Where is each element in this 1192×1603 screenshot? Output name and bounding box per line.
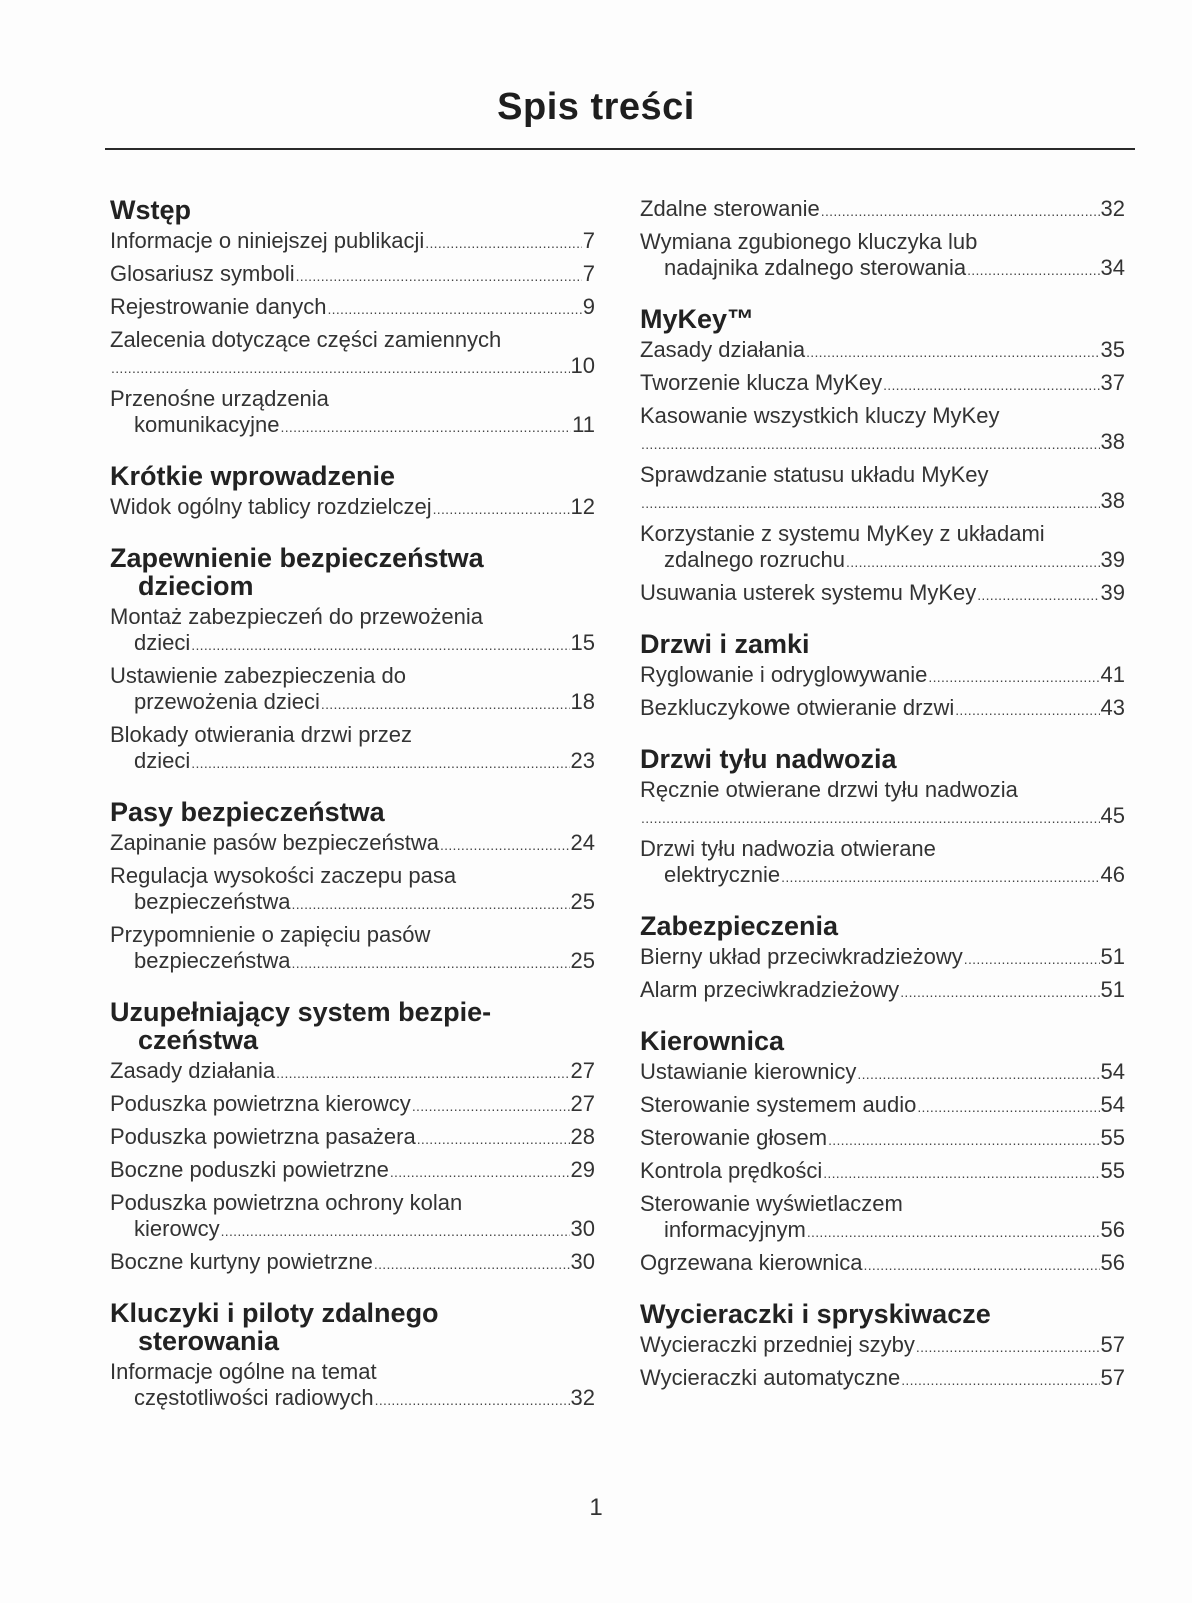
toc-entry-line xyxy=(640,1250,1125,1278)
page-number: 1 xyxy=(589,1494,603,1521)
toc-left-column xyxy=(110,196,595,1435)
toc-entry-text: Sterowanie wyświetlaczem xyxy=(640,1191,903,1216)
section-title-text: Zabezpieczenia xyxy=(640,911,839,941)
toc-page-number: 30 xyxy=(570,1216,595,1241)
toc-entry-text: Przypomnienie o zapięciu pasów xyxy=(110,922,431,947)
toc-entry-line xyxy=(110,294,595,322)
toc-page-number: 34 xyxy=(1100,255,1125,280)
toc-page-number: 54 xyxy=(1100,1092,1125,1117)
toc-entry-text-continued: dzieci xyxy=(134,748,191,773)
toc-page-number: 27 xyxy=(570,1058,595,1083)
section-title xyxy=(640,1300,1125,1328)
section-title-text: Kierownica xyxy=(640,1026,785,1056)
toc-entry-line xyxy=(640,1332,1125,1360)
toc-entry[interactable] xyxy=(640,521,1125,575)
dot-leader xyxy=(641,803,1100,831)
toc-entry[interactable] xyxy=(110,863,595,917)
toc-section xyxy=(640,196,1125,283)
toc-entry[interactable] xyxy=(110,1091,595,1119)
toc-entry-line xyxy=(640,977,1125,1005)
dot-leader xyxy=(864,1250,1100,1278)
toc-section xyxy=(640,1300,1125,1393)
toc-entry-text-continued: dzieci xyxy=(134,630,191,655)
section-title-continued: czeństwa xyxy=(138,1025,259,1055)
toc-page-number: 39 xyxy=(1100,547,1125,572)
toc-entry-line xyxy=(640,695,1125,723)
toc-page-number: 57 xyxy=(1100,1365,1125,1390)
toc-entry-line xyxy=(640,1059,1125,1087)
toc-page-number: 10 xyxy=(570,353,595,378)
toc-section xyxy=(640,305,1125,608)
toc-entry[interactable] xyxy=(640,403,1125,457)
toc-section xyxy=(110,998,595,1277)
dot-leader xyxy=(191,630,569,658)
toc-entry-text-continued: kierowcy xyxy=(134,1216,220,1241)
toc-entry-text: Sterowanie systemem audio xyxy=(640,1092,917,1117)
toc-entry-text: Poduszka powietrzna pasażera xyxy=(110,1124,416,1149)
toc-entry-text: Przenośne urządzenia xyxy=(110,386,329,411)
dot-leader xyxy=(928,662,1099,690)
section-title xyxy=(640,305,1125,333)
toc-entry-text: Boczne poduszki powietrzne xyxy=(110,1157,389,1182)
toc-entry[interactable] xyxy=(640,944,1125,972)
section-title-text: Wstęp xyxy=(110,195,191,225)
toc-entry-line xyxy=(640,803,1125,831)
dot-leader xyxy=(296,261,582,289)
toc-entry[interactable] xyxy=(110,294,595,322)
toc-entry[interactable] xyxy=(640,1191,1125,1245)
toc-page-number: 55 xyxy=(1100,1125,1125,1150)
toc-entry-line xyxy=(640,1125,1125,1153)
toc-entry[interactable] xyxy=(640,370,1125,398)
toc-entry-text: Glosariusz symboli xyxy=(110,261,295,286)
dot-leader xyxy=(916,1332,1100,1360)
toc-entry-line xyxy=(640,944,1125,972)
page-title: Spis treści xyxy=(497,86,695,128)
section-title-text: Drzwi tyłu nadwozia xyxy=(640,744,897,774)
toc-entry-text: Ustawianie kierownicy xyxy=(640,1059,857,1084)
dot-leader xyxy=(191,748,569,776)
dot-leader xyxy=(821,196,1100,224)
toc-entry-text: Kontrola prędkości xyxy=(640,1158,823,1183)
toc-entry[interactable] xyxy=(640,337,1125,365)
toc-page-number: 7 xyxy=(582,261,595,286)
toc-entry-line xyxy=(110,889,595,917)
toc-entry-line xyxy=(110,1249,595,1277)
toc-entry-text-continued: bezpieczeństwa xyxy=(134,948,291,973)
section-title xyxy=(640,1027,1125,1055)
toc-entry-text-continued: nadajnika zdalnego sterowania xyxy=(664,255,967,280)
toc-entry-text: Alarm przeciwkradzieżowy xyxy=(640,977,900,1002)
dot-leader xyxy=(221,1216,570,1244)
toc-section xyxy=(110,462,595,522)
toc-entry[interactable] xyxy=(110,1124,595,1152)
toc-section xyxy=(110,798,595,976)
toc-entry[interactable] xyxy=(640,695,1125,723)
toc-entry-text-continued: elektrycznie xyxy=(664,862,781,887)
toc-entry-line xyxy=(640,337,1125,365)
toc-page-number: 18 xyxy=(570,689,595,714)
section-title-text: Uzupełniający system bezpie- xyxy=(110,997,492,1027)
toc-entry-text: Bezkluczykowe otwieranie drzwi xyxy=(640,695,955,720)
toc-entry-line xyxy=(640,580,1125,608)
toc-entry-text: Ryglowanie i odryglowywanie xyxy=(640,662,928,687)
section-title-text: Krótkie wprowadzenie xyxy=(110,461,396,491)
toc-entry-line xyxy=(110,748,595,776)
toc-entry-text-continued: częstotliwości radiowych xyxy=(134,1385,374,1410)
toc-page-number: 55 xyxy=(1100,1158,1125,1183)
section-title xyxy=(110,798,595,826)
dot-leader xyxy=(425,228,581,256)
toc-page-number: 46 xyxy=(1100,862,1125,887)
toc-entry-line xyxy=(640,370,1125,398)
dot-leader xyxy=(374,1249,570,1277)
toc-entry-line xyxy=(110,1091,595,1119)
dot-leader xyxy=(781,862,1099,890)
toc-entry[interactable] xyxy=(640,1059,1125,1087)
dot-leader xyxy=(417,1124,570,1152)
toc-entry-text-continued: komunikacyjne xyxy=(134,412,280,437)
toc-page-number: 32 xyxy=(1100,196,1125,221)
toc-entry[interactable] xyxy=(640,662,1125,690)
toc-entry[interactable] xyxy=(640,462,1125,516)
dot-leader xyxy=(281,412,572,440)
toc-page-number: 41 xyxy=(1100,662,1125,687)
toc-entry-text: Zasady działania xyxy=(110,1058,276,1083)
toc-entry-text: Poduszka powietrzna kierowcy xyxy=(110,1091,411,1116)
toc-entry[interactable] xyxy=(110,922,595,976)
toc-entry[interactable] xyxy=(640,196,1125,224)
toc-section xyxy=(640,1027,1125,1278)
title-rule xyxy=(105,148,1135,150)
toc-page-number: 24 xyxy=(570,830,595,855)
dot-leader xyxy=(964,944,1100,972)
toc-page-number: 30 xyxy=(570,1249,595,1274)
section-title xyxy=(110,544,595,600)
section-title xyxy=(110,196,595,224)
toc-page-number: 51 xyxy=(1100,977,1125,1002)
toc-entry[interactable] xyxy=(110,494,595,522)
section-title-continued: sterowania xyxy=(138,1326,280,1356)
toc-page-number: 37 xyxy=(1100,370,1125,395)
toc-entry-text: Informacje ogólne na temat xyxy=(110,1359,377,1384)
toc-entry-line xyxy=(110,1124,595,1152)
dot-leader xyxy=(967,255,1099,283)
toc-page-number: 56 xyxy=(1100,1217,1125,1242)
toc-entry[interactable] xyxy=(640,1125,1125,1153)
toc-entry-text: Blokady otwierania drzwi przez xyxy=(110,722,413,747)
toc-entry-text: Widok ogólny tablicy rozdzielczej xyxy=(110,494,432,519)
toc-entry[interactable] xyxy=(110,228,595,256)
toc-entry-text: Wycieraczki automatyczne xyxy=(640,1365,901,1390)
toc-entry-text: Ustawienie zabezpieczenia do xyxy=(110,663,406,688)
toc-entry-text: Wymiana zgubionego kluczyka lub xyxy=(640,229,978,254)
dot-leader xyxy=(327,294,581,322)
toc-right-column xyxy=(640,196,1125,1415)
toc-entry[interactable] xyxy=(110,1249,595,1277)
toc-entry-text: Zasady działania xyxy=(640,337,806,362)
toc-entry-text: Ogrzewana kierownica xyxy=(640,1250,863,1275)
toc-entry-line xyxy=(110,630,595,658)
toc-entry-line xyxy=(110,1216,595,1244)
toc-entry-line xyxy=(640,1092,1125,1120)
toc-page-number: 7 xyxy=(582,228,595,253)
toc-entry[interactable] xyxy=(110,830,595,858)
toc-section xyxy=(110,1299,595,1413)
toc-entry-line xyxy=(110,494,595,522)
dot-leader xyxy=(857,1059,1099,1087)
dot-leader xyxy=(390,1157,570,1185)
dot-leader xyxy=(440,830,570,858)
toc-entry[interactable] xyxy=(110,261,595,289)
toc-entry-line xyxy=(110,353,595,381)
toc-entry-text-continued: informacyjnym xyxy=(664,1217,806,1242)
toc-entry-text: Bierny układ przeciwkradzieżowy xyxy=(640,944,963,969)
toc-page-number: 27 xyxy=(570,1091,595,1116)
dot-leader xyxy=(641,429,1100,457)
toc-entry[interactable] xyxy=(640,1250,1125,1278)
toc-entry[interactable] xyxy=(640,1092,1125,1120)
section-title-text: Kluczyki i piloty zdalnego xyxy=(110,1298,439,1328)
toc-entry-line xyxy=(110,412,595,440)
toc-page-number: 57 xyxy=(1100,1332,1125,1357)
toc-entry-text: Regulacja wysokości zaczepu pasa xyxy=(110,863,457,888)
toc-entry-line xyxy=(110,228,595,256)
toc-section xyxy=(640,630,1125,723)
dot-leader xyxy=(375,1385,570,1413)
toc-entry[interactable] xyxy=(110,386,595,440)
toc-page-number: 23 xyxy=(570,748,595,773)
toc-entry[interactable] xyxy=(640,777,1125,831)
toc-entry-text-continued: bezpieczeństwa xyxy=(134,889,291,914)
dot-leader xyxy=(433,494,570,522)
toc-page-number: 43 xyxy=(1100,695,1125,720)
toc-entry-text: Zdalne sterowanie xyxy=(640,196,820,221)
toc-entry-text: Zalecenia dotyczące części zamiennych xyxy=(110,327,502,352)
dot-leader xyxy=(955,695,1099,723)
dot-leader xyxy=(917,1092,1099,1120)
toc-page-number: 56 xyxy=(1100,1250,1125,1275)
toc-entry-line xyxy=(640,429,1125,457)
toc-entry-text-continued: przewożenia dzieci xyxy=(134,689,320,714)
toc-entry[interactable] xyxy=(640,1365,1125,1393)
toc-entry-text: Korzystanie z systemu MyKey z układami xyxy=(640,521,1045,546)
toc-entry-line xyxy=(640,1365,1125,1393)
toc-entry-text: Zapinanie pasów bezpieczeństwa xyxy=(110,830,439,855)
toc-entry[interactable] xyxy=(110,1190,595,1244)
toc-entry-line xyxy=(640,547,1125,575)
dot-leader xyxy=(823,1158,1099,1186)
section-title xyxy=(110,462,595,490)
toc-entry-text: Poduszka powietrzna ochrony kolan xyxy=(110,1190,463,1215)
dot-leader xyxy=(900,977,1099,1005)
toc-section xyxy=(110,196,595,440)
section-title xyxy=(110,1299,595,1355)
dot-leader xyxy=(977,580,1099,608)
toc-entry-text: Montaż zabezpieczeń do przewożenia xyxy=(110,604,484,629)
toc-entry-line xyxy=(640,196,1125,224)
toc-section xyxy=(640,912,1125,1005)
toc-entry-line xyxy=(110,948,595,976)
dot-leader xyxy=(883,370,1099,398)
toc-entry[interactable] xyxy=(640,1332,1125,1360)
toc-page-number: 38 xyxy=(1100,488,1125,513)
toc-section xyxy=(110,544,595,776)
dot-leader xyxy=(412,1091,570,1119)
dot-leader xyxy=(111,353,570,381)
toc-entry-line xyxy=(640,255,1125,283)
toc-entry[interactable] xyxy=(640,1158,1125,1186)
toc-page-number: 28 xyxy=(570,1124,595,1149)
toc-entry-line xyxy=(110,261,595,289)
toc-page-number: 9 xyxy=(582,294,595,319)
section-title xyxy=(640,745,1125,773)
section-title-text: Drzwi i zamki xyxy=(640,629,810,659)
section-title xyxy=(110,998,595,1054)
toc-entry-text: Boczne kurtyny powietrzne xyxy=(110,1249,373,1274)
toc-section xyxy=(640,745,1125,890)
toc-entry-text: Ręcznie otwierane drzwi tyłu nadwozia xyxy=(640,777,1018,802)
toc-entry-line xyxy=(110,1058,595,1086)
section-title-text: Zapewnienie bezpieczeństwa xyxy=(110,543,484,573)
toc-entry[interactable] xyxy=(640,229,1125,283)
toc-entry-line xyxy=(640,862,1125,890)
section-title-text: Pasy bezpieczeństwa xyxy=(110,797,385,827)
toc-page-number: 11 xyxy=(572,412,595,437)
toc-page-number: 29 xyxy=(570,1157,595,1182)
toc-entry[interactable] xyxy=(110,663,595,717)
toc-entry[interactable] xyxy=(110,327,595,381)
dot-leader xyxy=(806,337,1099,365)
dot-leader xyxy=(828,1125,1099,1153)
toc-entry-line xyxy=(110,1157,595,1185)
toc-page-number: 32 xyxy=(570,1385,595,1410)
dot-leader xyxy=(321,689,570,717)
toc-entry-line xyxy=(640,1217,1125,1245)
toc-page-number: 25 xyxy=(570,889,595,914)
section-title-continued: dzieciom xyxy=(138,571,254,601)
section-title-text: MyKey™ xyxy=(640,304,755,334)
toc-entry[interactable] xyxy=(110,722,595,776)
dot-leader xyxy=(901,1365,1099,1393)
dot-leader xyxy=(276,1058,569,1086)
toc-entry[interactable] xyxy=(110,1058,595,1086)
toc-page-number: 45 xyxy=(1100,803,1125,828)
toc-page-number: 51 xyxy=(1100,944,1125,969)
toc-page-number: 35 xyxy=(1100,337,1125,362)
toc-entry-text: Tworzenie klucza MyKey xyxy=(640,370,883,395)
toc-entry-line xyxy=(640,662,1125,690)
toc-entry[interactable] xyxy=(640,580,1125,608)
toc-entry-text: Sprawdzanie statusu układu MyKey xyxy=(640,462,989,487)
toc-entry-line xyxy=(640,488,1125,516)
toc-entry-text: Wycieraczki przedniej szyby xyxy=(640,1332,915,1357)
toc-entry-text-continued: zdalnego rozruchu xyxy=(664,547,846,572)
toc-entry[interactable] xyxy=(110,604,595,658)
dot-leader xyxy=(641,488,1100,516)
section-title xyxy=(640,630,1125,658)
toc-entry[interactable] xyxy=(640,977,1125,1005)
dot-leader xyxy=(807,1217,1100,1245)
dot-leader xyxy=(292,889,570,917)
toc-entry[interactable] xyxy=(110,1157,595,1185)
toc-entry-text: Rejestrowanie danych xyxy=(110,294,327,319)
toc-entry-text: Usuwania usterek systemu MyKey xyxy=(640,580,977,605)
toc-page-number: 25 xyxy=(570,948,595,973)
toc-entry-text: Kasowanie wszystkich kluczy MyKey xyxy=(640,403,1000,428)
toc-entry-line xyxy=(110,1385,595,1413)
dot-leader xyxy=(292,948,570,976)
dot-leader xyxy=(846,547,1100,575)
toc-entry-line xyxy=(640,1158,1125,1186)
toc-page-number: 54 xyxy=(1100,1059,1125,1084)
toc-entry[interactable] xyxy=(110,1359,595,1413)
toc-entry-text: Sterowanie głosem xyxy=(640,1125,828,1150)
toc-entry-text: Informacje o niniejszej publikacji xyxy=(110,228,425,253)
section-title-text: Wycieraczki i spryskiwacze xyxy=(640,1299,991,1329)
toc-page-number: 12 xyxy=(570,494,595,519)
toc-entry-text: Drzwi tyłu nadwozia otwierane xyxy=(640,836,936,861)
toc-page-number: 38 xyxy=(1100,429,1125,454)
toc-page-number: 39 xyxy=(1100,580,1125,605)
toc-page-number: 15 xyxy=(570,630,595,655)
toc-entry[interactable] xyxy=(640,836,1125,890)
toc-entry-line xyxy=(110,830,595,858)
toc-entry-line xyxy=(110,689,595,717)
section-title xyxy=(640,912,1125,940)
